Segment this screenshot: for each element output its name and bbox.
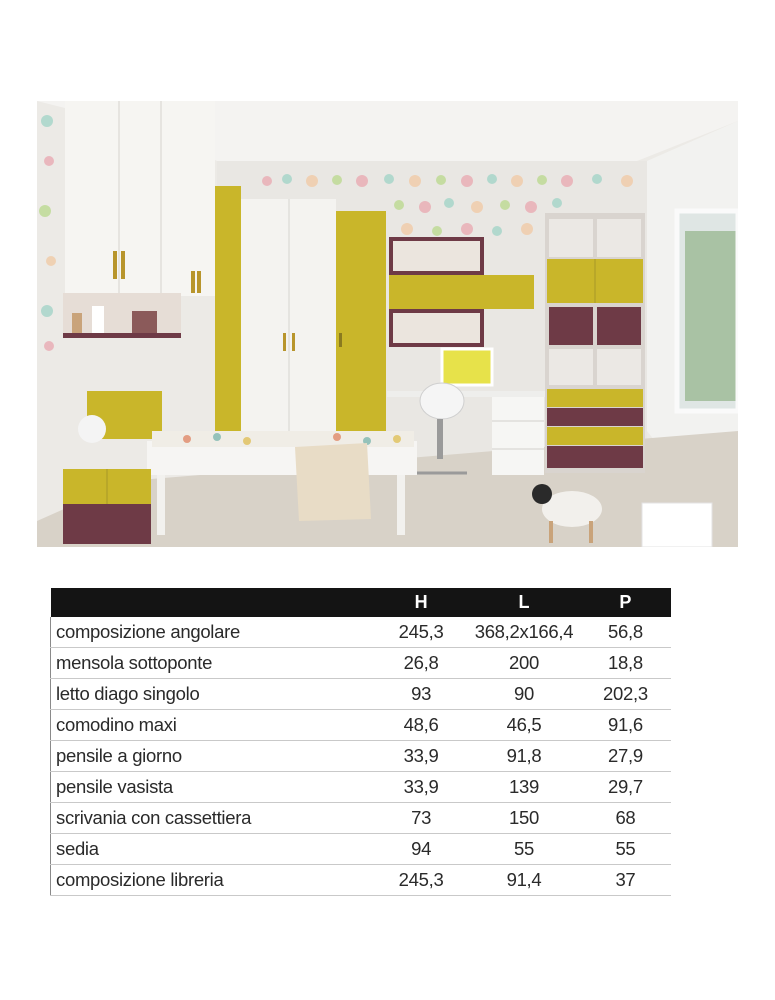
table-row	[51, 648, 672, 679]
table-row	[51, 617, 672, 648]
row-l: 55	[468, 834, 580, 865]
row-l: 90	[468, 679, 580, 710]
row-p: 55	[580, 834, 671, 865]
row-h: 33,9	[374, 741, 468, 772]
row-name: letto diago singolo	[51, 679, 375, 710]
table-row	[51, 834, 672, 865]
table-row	[51, 679, 672, 710]
table-row	[51, 865, 672, 896]
row-p: 202,3	[580, 679, 671, 710]
table-header-row	[51, 588, 672, 617]
row-name: scrivania con cassettiera	[51, 803, 375, 834]
table-row	[51, 803, 672, 834]
row-name: pensile a giorno	[51, 741, 375, 772]
row-name: comodino maxi	[51, 710, 375, 741]
row-name: composizione angolare	[51, 617, 375, 648]
table-row	[51, 710, 672, 741]
row-l: 91,4	[468, 865, 580, 896]
row-p: 56,8	[580, 617, 671, 648]
row-l: 91,8	[468, 741, 580, 772]
table-row	[51, 772, 672, 803]
row-h: 94	[374, 834, 468, 865]
row-h: 93	[374, 679, 468, 710]
row-h: 26,8	[374, 648, 468, 679]
bedroom-photo	[37, 101, 738, 547]
row-p: 18,8	[580, 648, 671, 679]
header-item	[51, 588, 375, 617]
header-l: L	[468, 588, 580, 617]
row-name: pensile vasista	[51, 772, 375, 803]
row-p: 37	[580, 865, 671, 896]
header-p: P	[580, 588, 671, 617]
row-l: 139	[468, 772, 580, 803]
bedroom-illustration	[37, 101, 738, 547]
row-name: mensola sottoponte	[51, 648, 375, 679]
row-p: 27,9	[580, 741, 671, 772]
row-h: 33,9	[374, 772, 468, 803]
row-h: 245,3	[374, 865, 468, 896]
row-l: 368,2x166,4	[468, 617, 580, 648]
row-p: 91,6	[580, 710, 671, 741]
row-p: 29,7	[580, 772, 671, 803]
row-h: 245,3	[374, 617, 468, 648]
table-row	[51, 741, 672, 772]
row-l: 150	[468, 803, 580, 834]
row-l: 46,5	[468, 710, 580, 741]
row-p: 68	[580, 803, 671, 834]
row-h: 48,6	[374, 710, 468, 741]
header-h: H	[374, 588, 468, 617]
dimensions-table	[50, 588, 671, 896]
row-h: 73	[374, 803, 468, 834]
row-l: 200	[468, 648, 580, 679]
row-name: composizione libreria	[51, 865, 375, 896]
row-name: sedia	[51, 834, 375, 865]
